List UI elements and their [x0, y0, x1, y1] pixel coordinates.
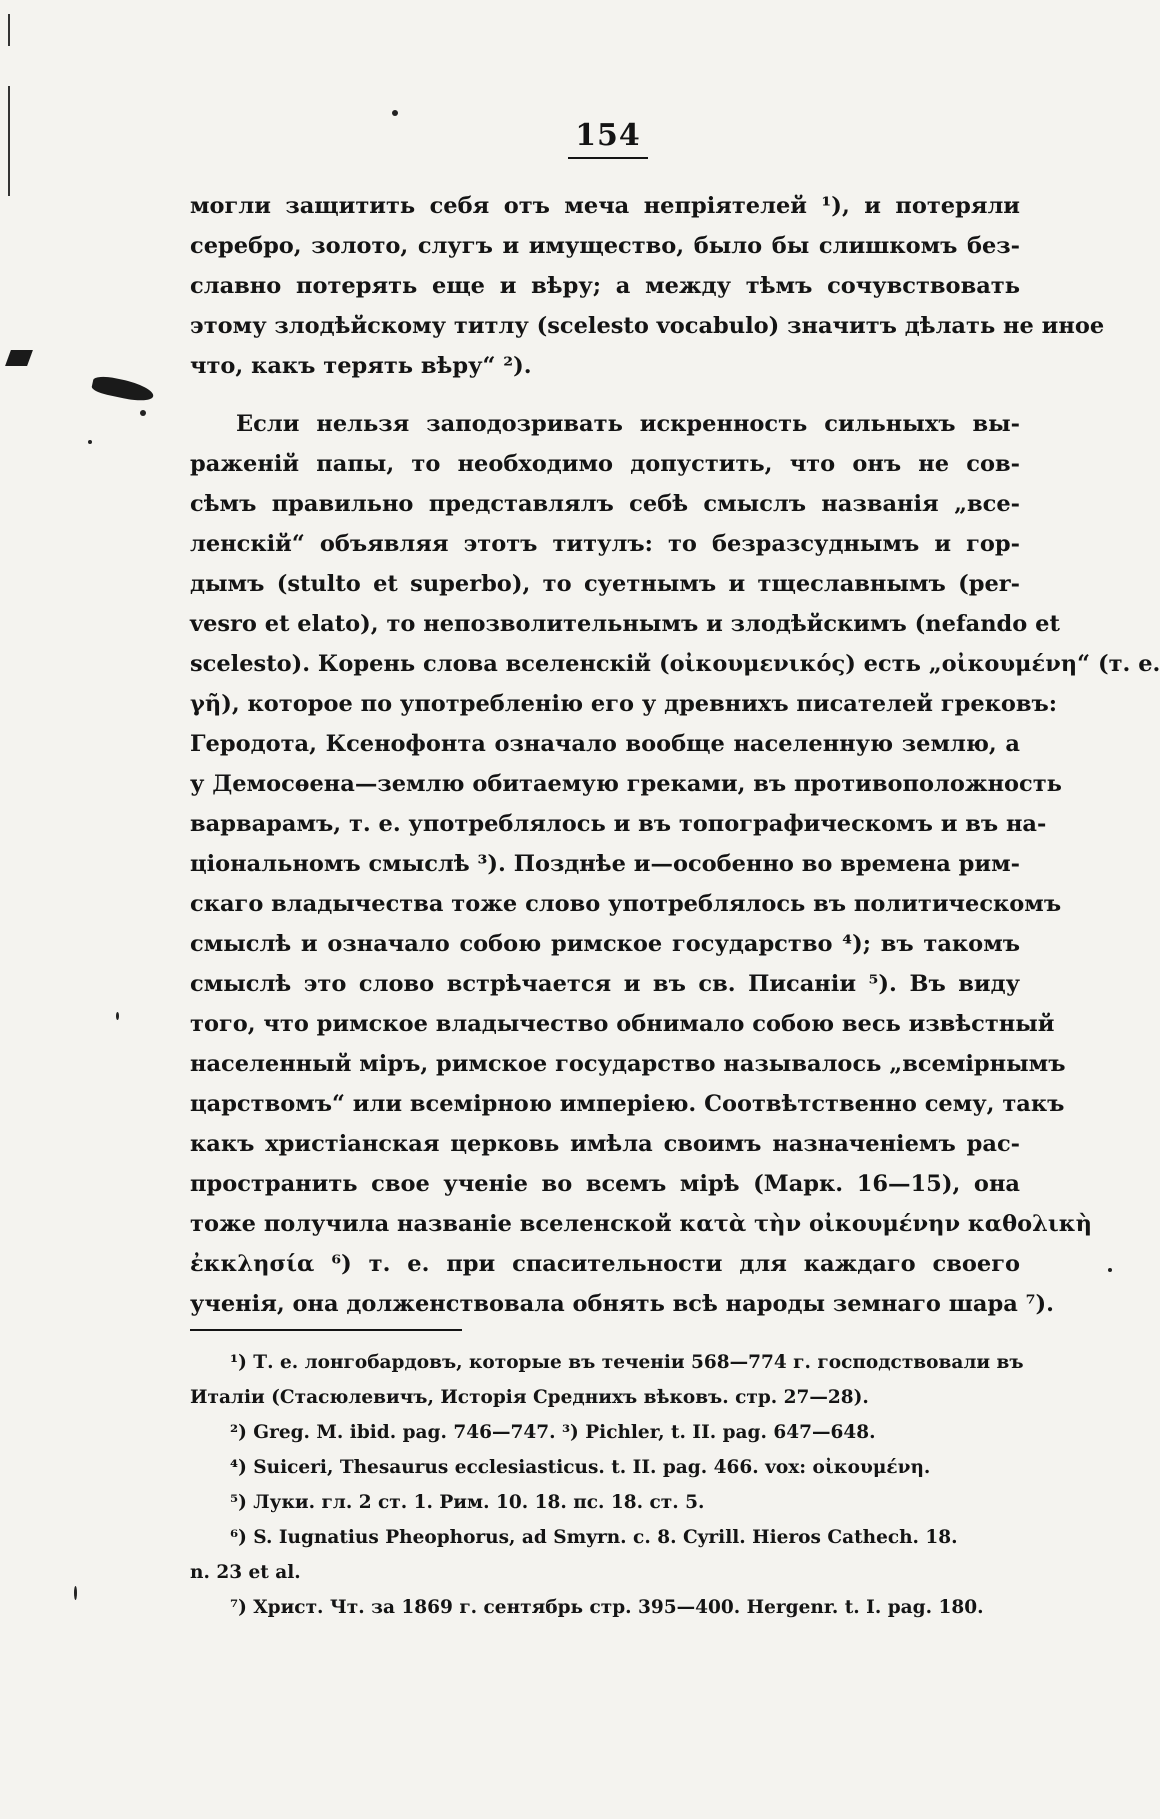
footnote-line: Италіи (Стасюлевичъ, Исторія Среднихъ вѣковъ. стр. 27—28).	[190, 1387, 869, 1408]
footnote-line: ⁷) Христ. Чт. за 1869 г. сентябрь стр. 395—400. Hergenr. t. I. pag. 180.	[230, 1597, 984, 1618]
text-line: смыслѣ это слово встрѣчается и въ св. Писаніи ⁵). Въ виду	[190, 971, 1020, 997]
text-line: ученія, она долженствовала обнять всѣ народы земнаго шара ⁷).	[190, 1291, 1054, 1317]
text-line: населенный міръ, римское государство называлось „всемірнымъ	[190, 1051, 1066, 1077]
page-number: 154	[568, 118, 648, 159]
text-line: царствомъ“ или всемірною имперіею. Соотвѣтственно сему, такъ	[190, 1091, 1065, 1117]
footnote-line: ¹) Т. е. лонгобардовъ, которые въ теченіи 568—774 г. господствовали въ	[230, 1352, 1024, 1373]
footnote-line: ²) Greg. M. ibid. pag. 746—747. ³) Pichler, t. II. pag. 647—648.	[230, 1422, 876, 1443]
text-line: скаго владычества тоже слово употреблялось въ политическомъ	[190, 891, 1062, 917]
text-line: Если нельзя заподозривать искренность сильныхъ вы-	[236, 411, 1020, 437]
text-line: дымъ (stulto et superbo), то суетнымъ и тщеславнымъ (per-	[190, 571, 1020, 597]
text-line: какъ христіанская церковь имѣла своимъ назначеніемъ рас-	[190, 1131, 1020, 1157]
text-line: ціональномъ смыслѣ ³). Позднѣе и—особенно во времена рим-	[190, 851, 1020, 877]
footnote-line: ⁵) Луки. гл. 2 ст. 1. Рим. 10. 18. пс. 18. ст. 5.	[230, 1492, 705, 1513]
text-line: варварамъ, т. е. употреблялось и въ топографическомъ и въ на-	[190, 811, 1047, 837]
text-line: у Демосѳена—землю обитаемую греками, въ противоположность	[190, 771, 1062, 797]
text-line: пространить свое ученіе во всемъ мірѣ (Марк. 16—15), она	[190, 1171, 1020, 1197]
scan-speck	[140, 410, 146, 416]
scan-blot	[91, 374, 155, 404]
text-line: смыслѣ и означало собою римское государство ⁴); въ такомъ	[190, 931, 1020, 957]
scan-edge-line	[8, 86, 10, 196]
text-line: могли защитить себя отъ меча непріятелей ¹), и потеряли	[190, 193, 1020, 219]
scan-speck	[74, 1586, 77, 1600]
footnote-line: ⁶) S. Iugnatius Pheophorus, ad Smyrn. c. 8. Cyrill. Hieros Cathech. 18.	[230, 1527, 958, 1548]
scan-blot	[5, 350, 33, 366]
main-text	[190, 186, 1160, 1324]
footnotes	[190, 1345, 1024, 1625]
text-line: vesro et elato), то непозволительнымъ и злодѣйскимъ (nefando et	[190, 611, 1060, 637]
text-line: тоже получила названіе вселенской κατὰ τὴν οἰκουμένην καθολικὴ	[190, 1211, 1092, 1237]
text-line: ленскій“ объявляя этотъ титулъ: то безразсуднымъ и гор-	[190, 531, 1020, 557]
footnote-line: ⁴) Suiceri, Thesaurus ecclesiasticus. t. II. pag. 466. vox: οἰκουμένη.	[230, 1457, 931, 1478]
footnote-line: n. 23 et al.	[190, 1562, 301, 1583]
text-line: того, что римское владычество обнимало собою весь извѣстный	[190, 1011, 1055, 1037]
text-line: сѣмъ правильно представлялъ себѣ смыслъ названія „все-	[190, 491, 1020, 517]
text-line: scelesto). Корень слова вселенскій (οἰκουμενικός) есть „οἰκουμένη“ (т. е.	[190, 651, 1160, 677]
text-line: славно потерять еще и вѣру; а между тѣмъ сочувствовать	[190, 273, 1020, 299]
scan-speck	[116, 1012, 119, 1020]
text-line: этому злодѣйскому титлу (scelesto vocabulo) значитъ дѣлать не иное	[190, 313, 1105, 339]
text-line: раженій папы, то необходимо допустить, что онъ не сов-	[190, 451, 1020, 477]
paragraph-gap	[190, 386, 1020, 404]
scan-speck	[1108, 1268, 1112, 1272]
scan-speck	[88, 440, 92, 444]
footnote-separator	[190, 1329, 462, 1331]
scan-speck	[392, 110, 398, 116]
text-line: Геродота, Ксенофонта означало вообще населенную землю, а	[190, 731, 1020, 757]
text-line: что, какъ терять вѣру“ ²).	[190, 353, 532, 379]
text-line: серебро, золото, слугъ и имущество, было бы слишкомъ без-	[190, 233, 1020, 259]
text-line: ἐκκλησία ⁶) т. е. при спасительности для каждаго своего	[190, 1251, 1020, 1277]
scan-edge-line	[8, 14, 10, 46]
text-line: γῆ), которое по употребленію его у древнихъ писателей грековъ:	[190, 691, 1058, 717]
